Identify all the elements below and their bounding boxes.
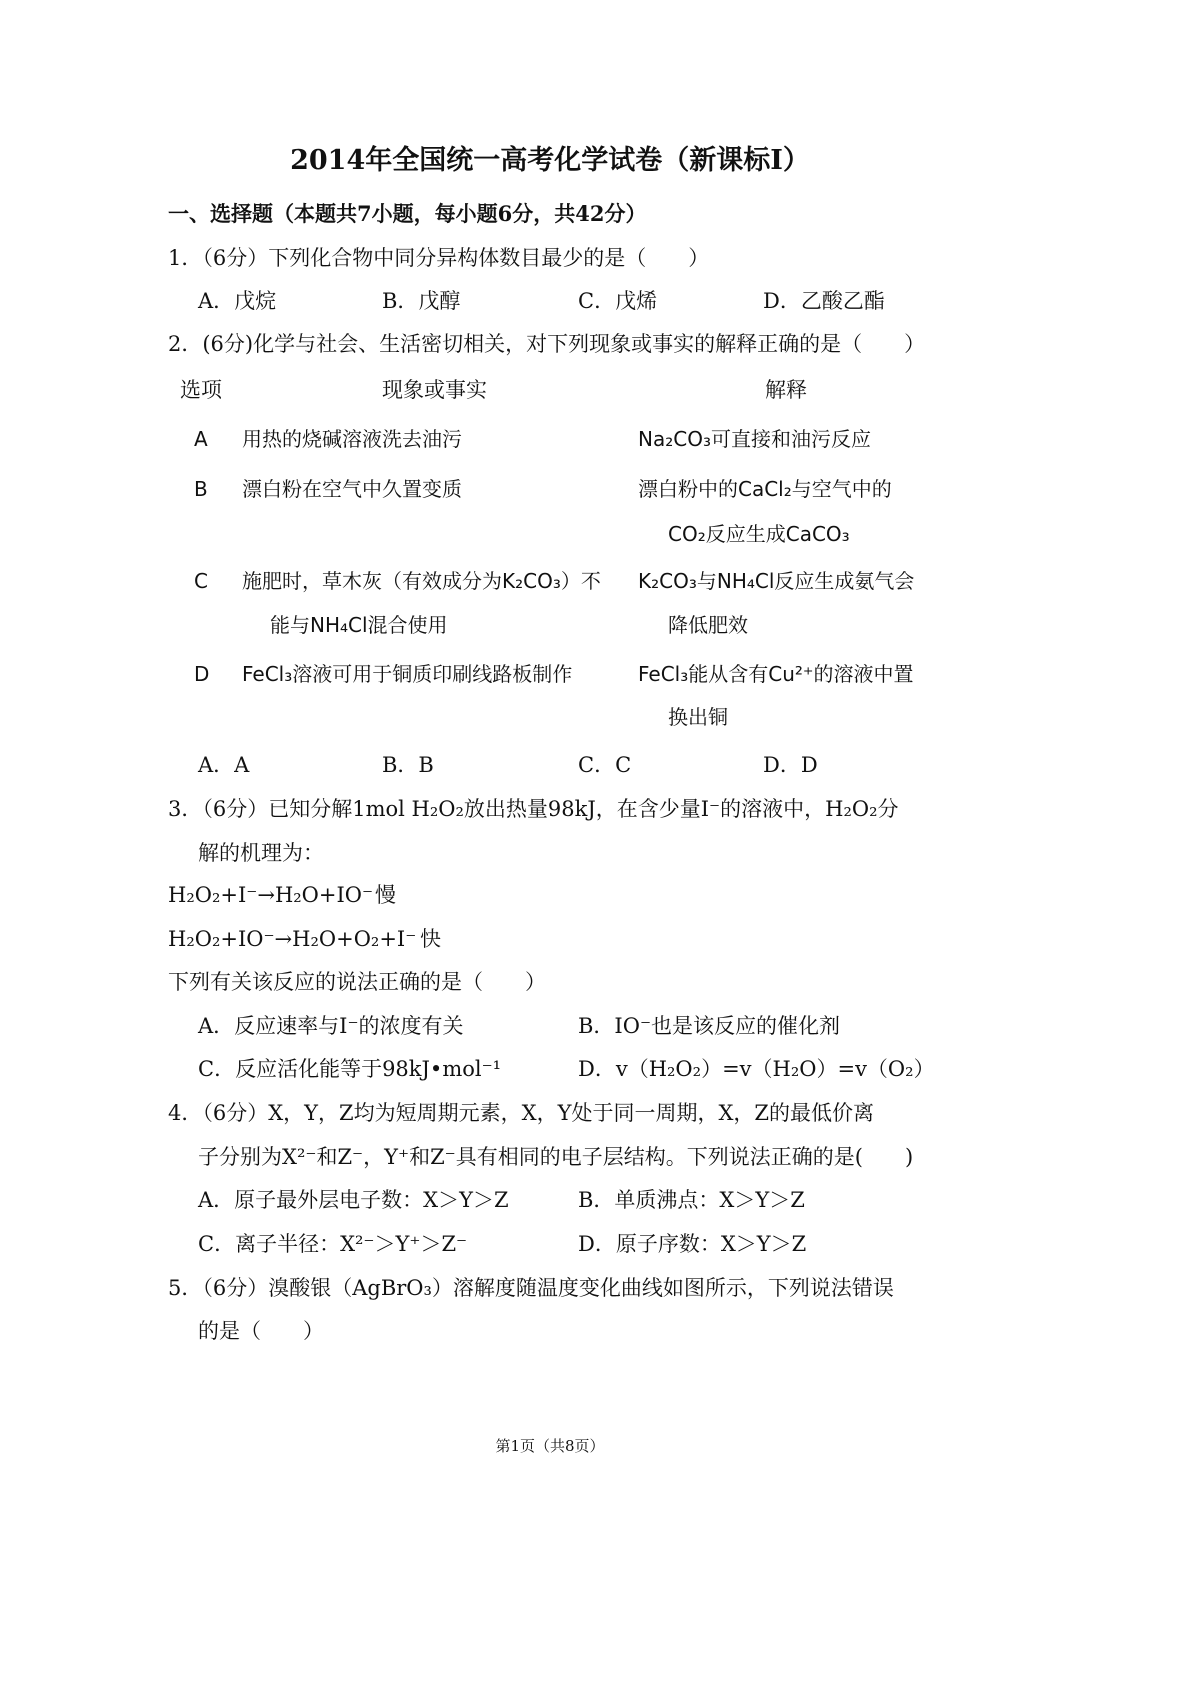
table-row-a-explanation: Na₂CO₃可直接和油污反应 — [638, 427, 871, 451]
table-row-b-explanation-2: CO₂反应生成CaCO₃ — [668, 522, 850, 546]
table-row-c-explanation-2: 降低肥效 — [668, 613, 748, 637]
q3-equation-2: H₂O₂+IO⁻→H₂O+O₂+I⁻ — [168, 927, 417, 951]
q1-option-c: C．戊烯 — [578, 289, 658, 313]
q5-stem: 5．（6分）溴酸银（AgBrO₃）溶解度随温度变化曲线如图所示，下列说法错误 — [168, 1276, 894, 1300]
q4-option-a: A．原子最外层电子数：X＞Y＞Z — [198, 1188, 509, 1212]
q3-stem: 3．（6分）已知分解1mol H₂O₂放出热量98kJ，在含少量I⁻的溶液中，H₂O₂分 — [168, 797, 899, 821]
q3-question: 下列有关该反应的说法正确的是（ ） — [168, 970, 546, 994]
table-row-b-option: B — [194, 477, 208, 501]
q1-stem: 1．（6分）下列化合物中同分异构体数目最少的是（ ） — [168, 246, 710, 270]
q4-stem: 4．（6分）X，Y，Z均为短周期元素，X，Y处于同一周期，X，Z的最低价离 — [168, 1101, 874, 1125]
table-row-d-explanation-2: 换出铜 — [668, 705, 728, 729]
q5-stem-2: 的是（ ） — [198, 1319, 324, 1343]
q3-option-b: B．IO⁻也是该反应的催化剂 — [578, 1014, 841, 1038]
q3-option-d: D．v（H₂O₂）=v（H₂O）=v（O₂） — [578, 1057, 935, 1081]
page-footer: 第1页（共8页） — [495, 1437, 605, 1455]
q2-option-d: D．D — [763, 753, 818, 777]
section-heading: 一、选择题（本题共7小题，每小题6分，共42分） — [168, 201, 647, 226]
table-header-explanation: 解释 — [765, 378, 807, 402]
q2-option-c: C．C — [578, 753, 632, 777]
table-row-d-option: D — [194, 662, 210, 686]
table-header-option: 选项 — [180, 378, 222, 402]
table-row-c-fact: 施肥时，草木灰（有效成分为K₂CO₃）不 — [242, 569, 601, 593]
table-row-b-fact: 漂白粉在空气中久置变质 — [242, 477, 462, 501]
q2-stem: 2．(6分)化学与社会、生活密切相关，对下列现象或事实的解释正确的是（ ） — [168, 332, 926, 356]
page-title: 2014年全国统一高考化学试卷（新课标Ⅰ） — [290, 145, 810, 176]
q3-option-c: C．反应活化能等于98kJ•mol⁻¹ — [198, 1057, 502, 1081]
table-row-a-fact: 用热的烧碱溶液洗去油污 — [242, 427, 462, 451]
q3-stem-2: 解的机理为： — [198, 841, 324, 865]
table-row-d-explanation: FeCl₃能从含有Cu²⁺的溶液中置 — [638, 662, 914, 686]
q4-option-c: C．离子半径：X²⁻＞Y⁺＞Z⁻ — [198, 1232, 468, 1256]
table-header-fact: 现象或事实 — [382, 378, 487, 402]
table-row-c-option: C — [194, 569, 208, 593]
q4-option-b: B．单质沸点：X＞Y＞Z — [578, 1188, 805, 1212]
table-row-c-fact-2: 能与NH₄Cl混合使用 — [270, 613, 448, 637]
q3-equation-1-speed: 慢 — [375, 883, 396, 907]
table-row-b-explanation: 漂白粉中的CaCl₂与空气中的 — [638, 477, 892, 501]
q1-option-d: D．乙酸乙酯 — [763, 289, 885, 313]
q2-option-b: B．B — [382, 753, 434, 777]
q4-option-d: D．原子序数：X＞Y＞Z — [578, 1232, 807, 1256]
table-row-c-explanation: K₂CO₃与NH₄Cl反应生成氨气会 — [638, 569, 915, 593]
q2-option-a: A．A — [198, 753, 250, 777]
q3-option-a: A．反应速率与I⁻的浓度有关 — [198, 1014, 464, 1038]
q4-stem-2: 子分别为X²⁻和Z⁻，Y⁺和Z⁻具有相同的电子层结构。下列说法正确的是( ) — [198, 1145, 914, 1169]
q3-equation-2-speed: 快 — [420, 927, 441, 951]
q3-equation-1: H₂O₂+I⁻→H₂O+IO⁻ — [168, 883, 374, 907]
table-row-a-option: A — [194, 427, 208, 451]
q1-option-b: B．戊醇 — [382, 289, 461, 313]
q1-option-a: A．戊烷 — [198, 289, 277, 313]
table-row-d-fact: FeCl₃溶液可用于铜质印刷线路板制作 — [242, 662, 573, 686]
